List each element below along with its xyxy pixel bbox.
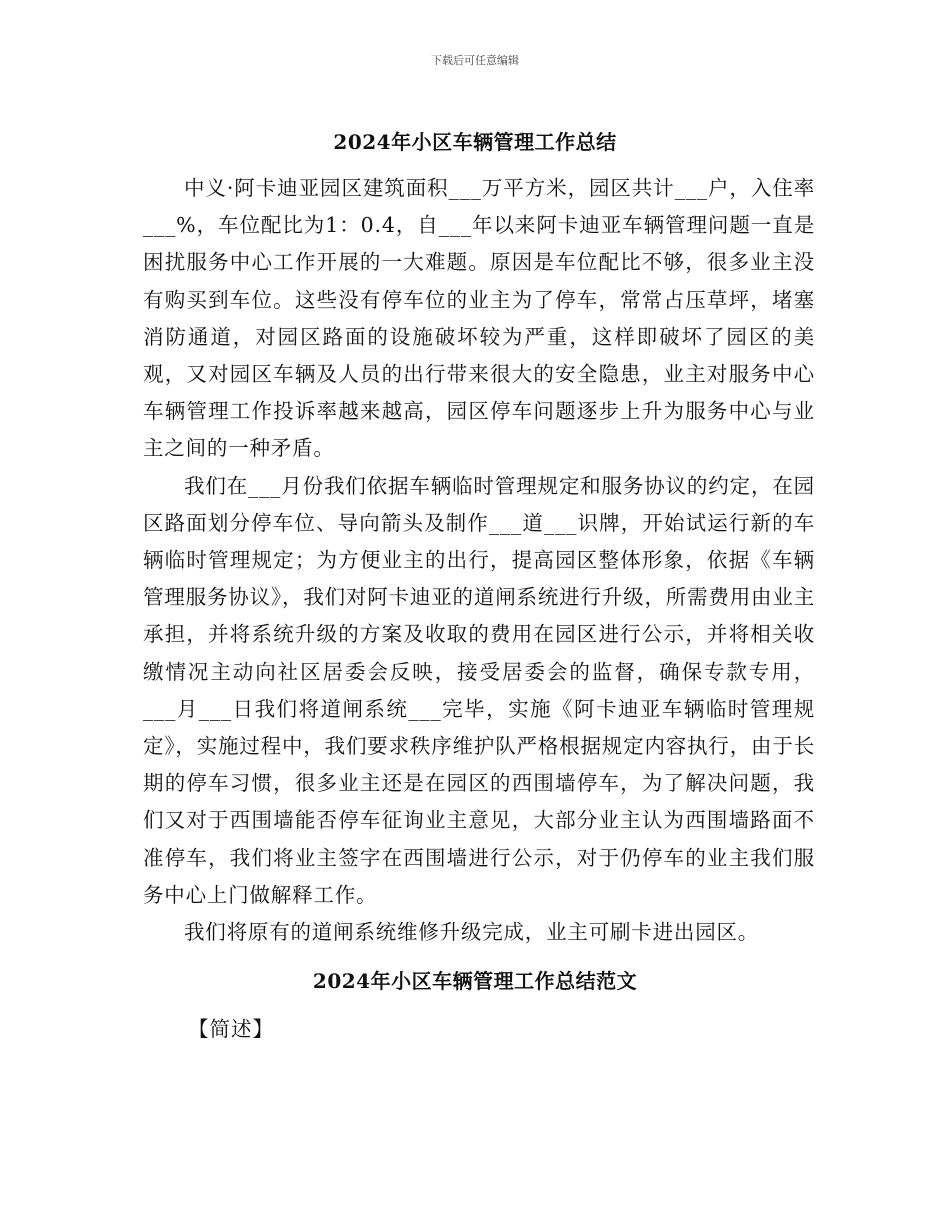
section-title: 2024年小区车辆管理工作总结范文 xyxy=(312,969,638,993)
body-text xyxy=(143,170,815,951)
document-title: 2024年小区车辆管理工作总结 xyxy=(333,130,617,154)
paragraph-2: 我们在___月份我们依据车辆临时管理规定和服务协议的约定，在园区路面划分停车位、导向箭头及制作___道___识牌，开始试运行新的车辆临时管理规定；为方便业主的出行，提高园区整体形象，依据《车辆管理服务协议》，我们对阿卡迪亚的道闸系统进行升级，所需费用由业主承担，并将系统升级的方案及收取的费用在园区进行公示，并将相关收缴情况主动向社区居委会反映，接受居委会的监督，确保专款专用，___月___日我们将道闸系统___完毕，实施《阿卡迪亚车辆临时管理规定》，实施过程中，我们要求秩序维护队严格根据规定内容执行，由于长期的停车习惯，很多业主还是在园区的西围墙停车，为了解决问题，我们又对于西围墙能否停车征询业主意见，大部分业主认为西围墙路面不准停车，我们将业主签字在西围墙进行公示，对于仍停车的业主我们服务中心上门做解释工作。 xyxy=(143,473,815,907)
header-note: 下载后可任意编辑 xyxy=(431,54,519,67)
paragraph-3: 我们将原有的道闸系统维修升级完成，业主可刷卡进出园区。 xyxy=(184,920,760,945)
summary-label: 【简述】 xyxy=(188,1017,274,1041)
paragraph-1: 中义·阿卡迪亚园区建筑面积___万平方米，园区共计___户，入住率___%，车位配比为1：0.4，自___年以来阿卡迪亚车辆管理问题一直是困扰服务中心工作开展的一大难题。原因是车位配比不够，很多业主没有购买到车位。这些没有停车位的业主为了停车，常常占压草坪，堵塞消防通道，对园区路面的设施破坏较为严重，这样即破坏了园区的美观，又对园区车辆及人员的出行带来很大的安全隐患，业主对服务中心车辆管理工作投诉率越来越高，园区停车问题逐步上升为服务中心与业主之间的一种矛盾。 xyxy=(143,176,815,461)
